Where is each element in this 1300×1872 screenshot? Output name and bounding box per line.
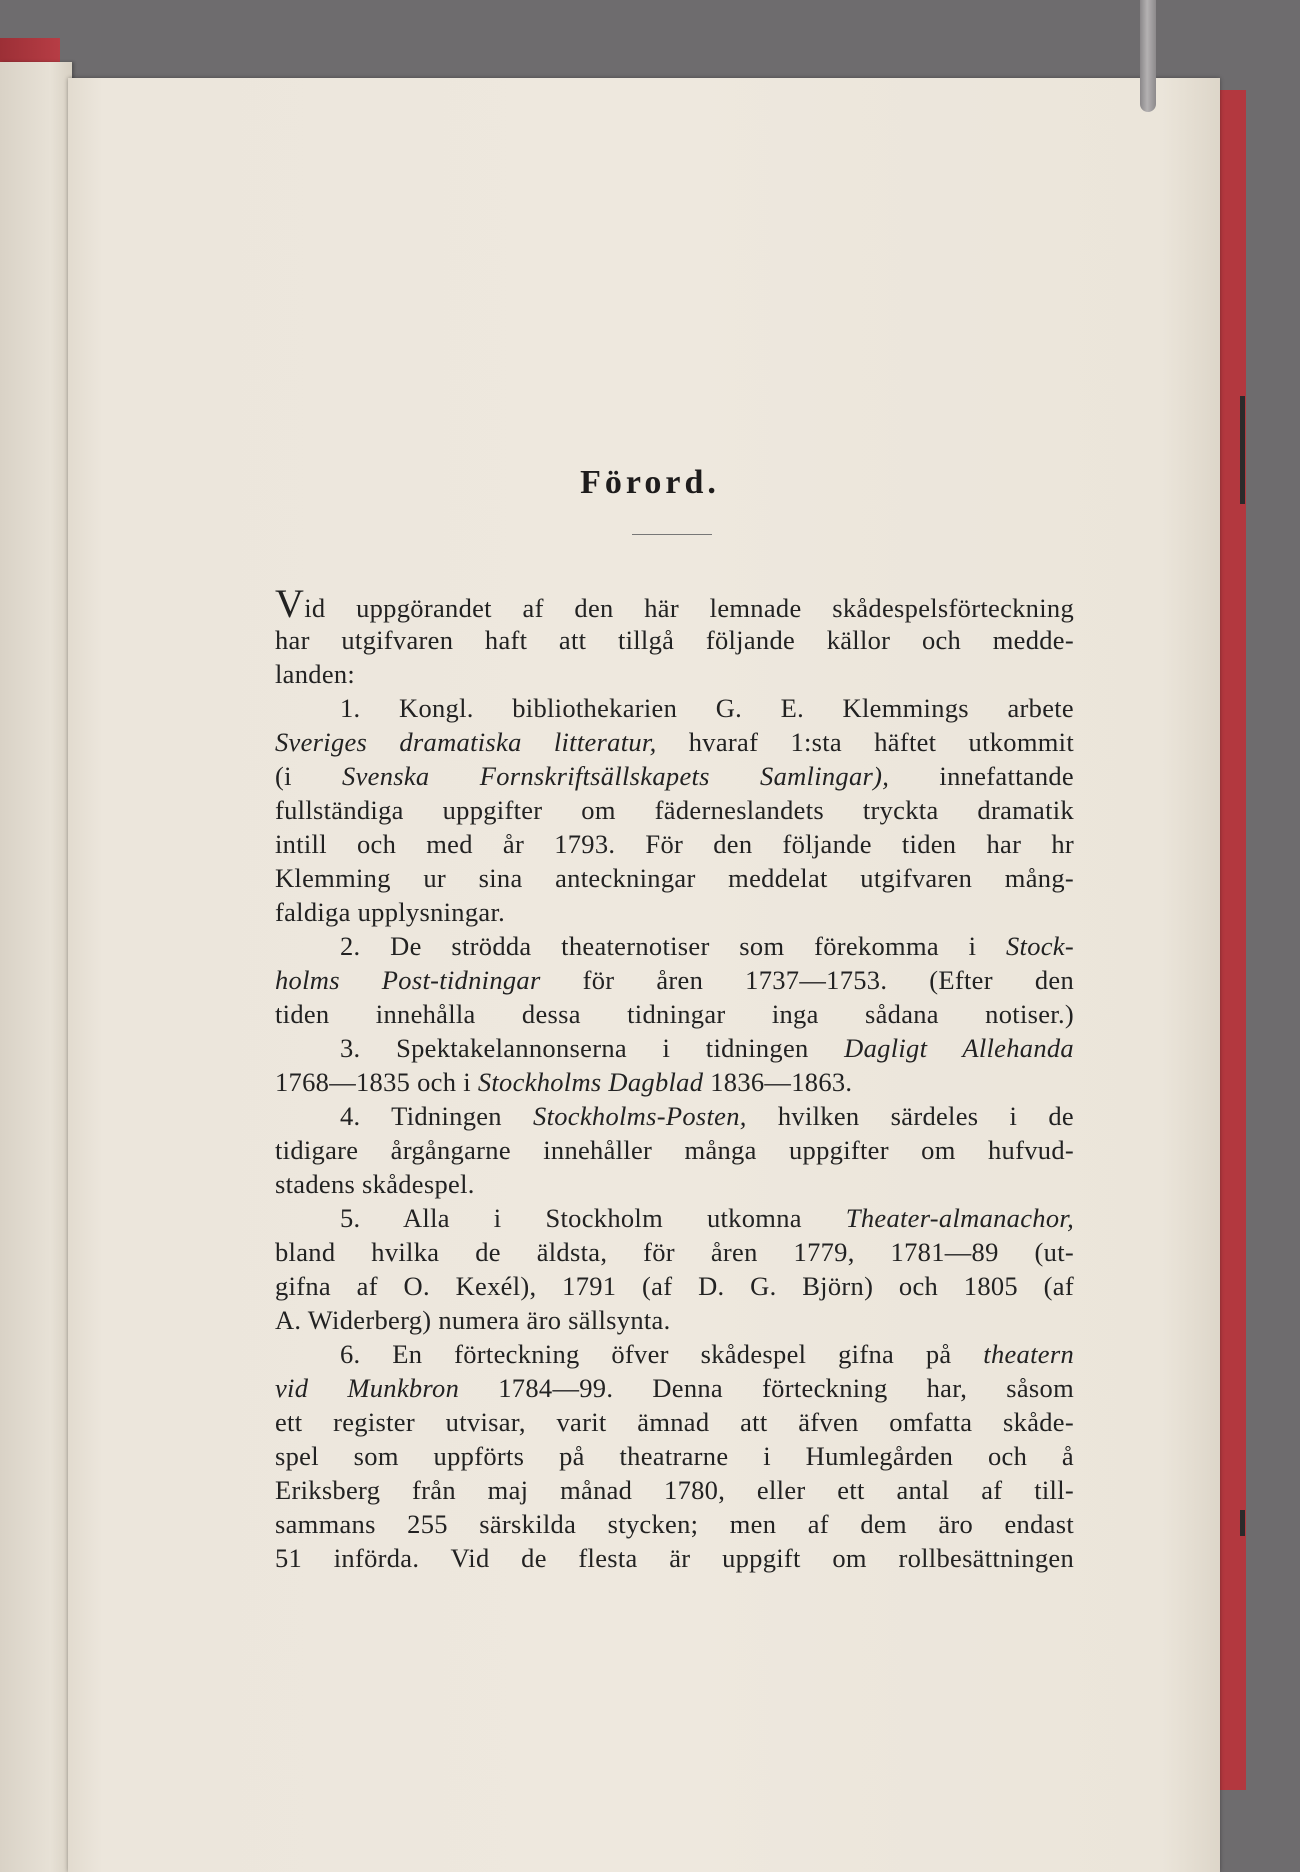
facing-page-edge: [0, 62, 72, 1872]
text-line: [275, 725, 1074, 759]
text-line: [275, 581, 1074, 626]
title-divider: [632, 534, 712, 535]
text-run: Klemming ur sina anteckningar meddelat utgifvaren mång-: [275, 863, 1074, 893]
text-line: [275, 1235, 1074, 1269]
italic-title: theatern: [983, 1339, 1074, 1369]
text-line: [275, 827, 1074, 861]
text-line: [275, 1303, 1074, 1337]
text-line: [275, 1031, 1074, 1065]
text-run: ett register utvisar, varit ämnad att äfven omfatta skåde-: [275, 1407, 1074, 1437]
text-run: landen:: [275, 659, 356, 689]
italic-title: vid Munkbron: [275, 1373, 460, 1403]
text-line: [275, 1473, 1074, 1507]
text-run: för åren 1737—1753. (Efter den: [540, 965, 1074, 995]
text-run: har utgifvaren haft att tillgå följande källor och medde-: [275, 625, 1074, 655]
italic-title: Svenska Fornskriftsällskapets Samlingar),: [342, 761, 890, 791]
text-run: 6. En förteckning öfver skådespel gifna på: [340, 1339, 984, 1369]
text-line: [275, 657, 1074, 691]
text-line: [275, 1405, 1074, 1439]
italic-title: Theater-almanachor,: [845, 1203, 1074, 1233]
text-line: [275, 997, 1074, 1031]
italic-title: Sveriges dramatiska litteratur,: [275, 727, 657, 757]
text-run: sammans 255 särskilda stycken; men af dem äro endast: [275, 1509, 1074, 1539]
italic-title: Stockholms-Posten,: [533, 1101, 747, 1131]
text-line: [275, 929, 1074, 963]
text-run: 3. Spektakelannonserna i tidningen: [340, 1033, 845, 1063]
text-run: A. Widerberg) numera äro sällsynta.: [275, 1305, 671, 1335]
italic-title: Stock-: [1005, 931, 1074, 961]
text-line: [275, 1337, 1074, 1371]
text-line: [275, 963, 1074, 997]
text-line: [275, 1167, 1074, 1201]
body-text: [275, 581, 1075, 1575]
text-line: [275, 759, 1074, 793]
text-run: 2. De strödda theaternotiser som förekomma i: [340, 931, 1006, 961]
page-title: Förord.: [580, 464, 720, 501]
text-run: 5. Alla i Stockholm utkomna: [340, 1203, 846, 1233]
text-run: id uppgörandet af den här lemnade skådespelsförteckning: [304, 593, 1074, 623]
page-edge-mark: [1240, 1510, 1245, 1536]
text-line: [275, 1099, 1074, 1133]
text-line: [275, 1371, 1074, 1405]
text-run: 1836—1863.: [703, 1067, 853, 1097]
text-line: [275, 1269, 1074, 1303]
text-run: hvilken särdeles i de: [746, 1101, 1074, 1131]
text-run: faldiga upplysningar.: [275, 897, 506, 927]
text-run: fullständiga uppgifter om fäderneslandets tryckta dramatik: [275, 795, 1074, 825]
text-run: 1768—1835 och i: [275, 1067, 478, 1097]
text-line: [275, 793, 1074, 827]
text-line: [275, 623, 1074, 657]
text-run: intill och med år 1793. För den följande tiden har hr: [275, 829, 1074, 859]
text-run: tidigare årgångarne innehåller många uppgifter om hufvud-: [275, 1135, 1074, 1165]
text-run: hvaraf 1:sta häftet utkommit: [656, 727, 1075, 757]
text-run: 4. Tidningen: [340, 1101, 534, 1131]
text-run: stadens skådespel.: [275, 1169, 475, 1199]
drop-cap: V: [275, 581, 305, 626]
bookmark-ribbon: [1140, 0, 1156, 112]
text-line: [275, 1507, 1074, 1541]
text-run: 1. Kongl. bibliothekarien G. E. Klemmings arbete: [340, 693, 1074, 723]
text-line: [275, 1065, 1074, 1099]
text-line: [275, 1133, 1074, 1167]
text-run: tiden innehålla dessa tidningar inga sådana notiser.): [275, 999, 1074, 1029]
text-run: (i: [275, 761, 343, 791]
text-run: bland hvilka de äldsta, för åren 1779, 1781—89 (ut-: [275, 1237, 1074, 1267]
italic-title: Dagligt Allehanda: [844, 1033, 1074, 1063]
text-line: [275, 691, 1074, 725]
text-line: [275, 1201, 1074, 1235]
text-line: [275, 861, 1074, 895]
italic-title: holms Post-tidningar: [275, 965, 541, 995]
italic-title: Stockholms Dagblad: [477, 1067, 704, 1097]
text-run: 1784—99. Denna förteckning har, såsom: [459, 1373, 1074, 1403]
text-line: [275, 1541, 1074, 1575]
text-line: [275, 895, 1074, 929]
text-run: spel som uppförts på theatrarne i Humlegården och å: [275, 1441, 1074, 1471]
text-line: [275, 1439, 1074, 1473]
text-run: 51 införda. Vid de flesta är uppgift om rollbesättningen: [275, 1543, 1074, 1573]
text-run: innefattande: [889, 761, 1074, 791]
text-run: gifna af O. Kexél), 1791 (af D. G. Björn) och 1805 (af: [275, 1271, 1074, 1301]
text-run: Eriksberg från maj månad 1780, eller ett antal af till-: [275, 1475, 1074, 1505]
